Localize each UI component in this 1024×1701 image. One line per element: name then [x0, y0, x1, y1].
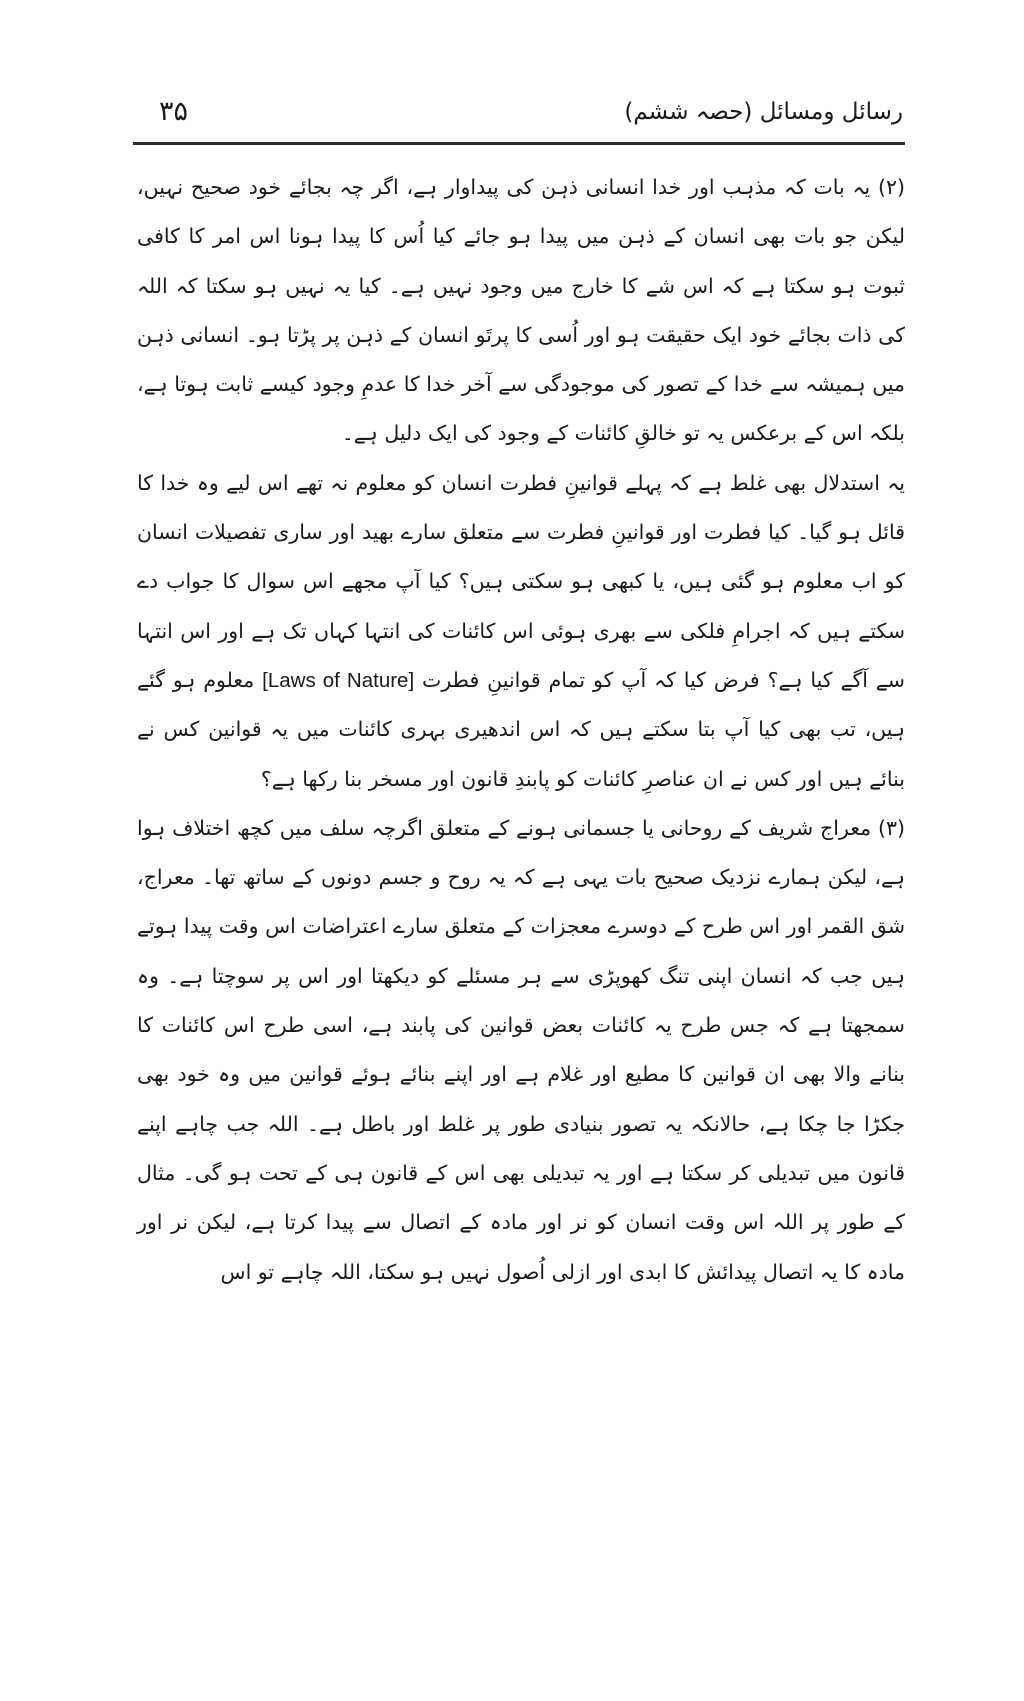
paragraph-3: (۳) معراج شریف کے روحانی یا جسمانی ہونے کے متعلق اگرچہ سلف میں کچھ اختلاف ہوا ہے، لیکن ہمارے نزدیک صحیح بات یہی ہے کہ یہ روح و جسم دونوں کے ساتھ تھا۔ معراج، شق القمر اور اس طرح کے دوسرے معجزات کے متعلق سارے اعتراضات اس وقت پیدا ہوتے ہیں جب کہ انسان اپنی تنگ کھوپڑی سے ہر مسئلے کو دیکھتا اور اس پر سوچتا ہے۔ وہ سمجھتا ہے کہ جس طرح یہ کائنات بعض قوانین کی پابند ہے، اسی طرح اس کائنات کا بنانے والا بھی ان قوانین کا مطیع اور غلام ہے اور اپنے بنائے ہوئے قوانین میں وہ خود بھی جکڑا جا چکا ہے، حالانکہ یہ تصور بنیادی طور پر غلط اور باطل ہے۔ اللہ جب چاہے اپنے قانون میں تبدیلی کر سکتا ہے اور یہ تبدیلی بھی اس کے قانون ہی کے تحت ہو گی۔ مثال کے طور پر اللہ اس وقت انسان کو نر اور مادہ کے اتصال سے پیدا کرتا ہے، لیکن نر اور مادہ کا یہ اتصال پیدائش کا ابدی اور ازلی اُصول نہیں ہو سکتا، اللہ چاہے تو اس: [137, 815, 905, 1284]
header-rule: [133, 142, 905, 145]
page-header: [133, 92, 903, 138]
body-text: [137, 163, 905, 1297]
paragraph-2-continued: [137, 459, 905, 804]
paragraph-text: یہ استدلال بھی غلط ہے کہ پہلے قوانینِ فطرت انسان کو معلوم نہ تھے اس لیے وہ خدا کا قائل ہو گیا۔ کیا فطرت اور قوانینِ فطرت سے متعلق سارے بھید اور ساری تفصیلات انسان کو اب معلوم ہو گئی ہیں، یا کبھی ہو سکتی ہیں؟ کیا آپ مجھے اس سوال کا جواب دے سکتے ہیں کہ اجرامِ فلکی سے بھری ہوئی اس کائنات کی انتہا کہاں تک ہے اور اس انتہا سے آگے کیا ہے؟ فرض کیا کہ آپ کو تمام قوانینِ فطرت: [137, 470, 905, 692]
paragraph-text: معلوم ہو گئے ہیں، تب بھی کیا آپ بتا سکتے ہیں کہ اس اندھیری بہری کائنات میں یہ قوانین کس نے بنائے ہیں اور کس نے ان عناصرِ کائنات کو پابندِ قانون اور مسخر بنا رکھا ہے؟: [137, 667, 905, 791]
running-title: رسائل ومسائل (حصہ ششم): [624, 99, 903, 125]
paragraph-2: (۲) یہ بات کہ مذہب اور خدا انسانی ذہن کی پیداوار ہے، اگر چہ بجائے خود صحیح نہیں، لیکن جو بات بھی انسان کے ذہن میں پیدا ہو جائے کیا اُس کا پیدا ہونا اس امر کا کافی ثبوت ہو سکتا ہے کہ اس شے کا خارج میں وجود نہیں ہے۔ کیا یہ نہیں ہو سکتا کہ اللہ کی ذات بجائے خود ایک حقیقت ہو اور اُسی کا پرتَو انسان کے ذہن پر پڑتا ہو۔ انسانی ذہن میں ہمیشہ سے خدا کے تصور کی موجودگی سے آخر خدا کا عدمِ وجود کیسے ثابت ہوتا ہے، بلکہ اس کے برعکس یہ تو خالقِ کائنات کے وجود کی ایک دلیل ہے۔: [137, 175, 905, 446]
english-term: [Laws of Nature]: [262, 668, 415, 692]
page-number: ۳۵: [159, 96, 189, 127]
